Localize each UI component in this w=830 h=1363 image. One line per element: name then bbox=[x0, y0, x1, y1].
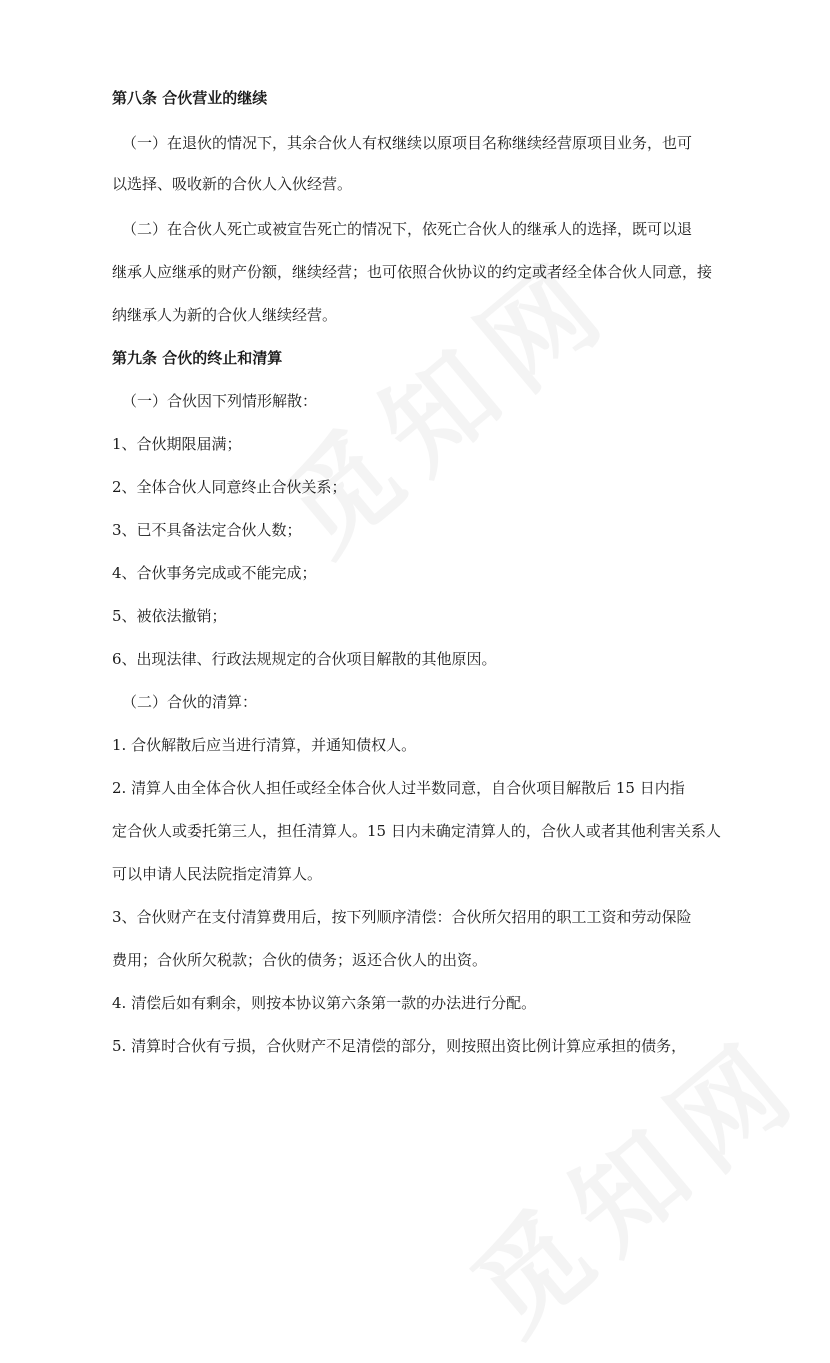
paragraph-line: （二）合伙的清算： bbox=[122, 693, 258, 711]
paragraph-line: （二）在合伙人死亡或被宣告死亡的情况下，依死亡合伙人的继承人的选择，既可以退 bbox=[122, 220, 693, 238]
list-item: 2. 清算人由全体合伙人担任或经全体合伙人过半数同意，自合伙项目解散后 15 日内指 bbox=[112, 779, 685, 797]
paragraph-line: 定合伙人或委托第三人，担任清算人。15 日内未确定清算人的，合伙人或者其他利害关系人 bbox=[112, 822, 721, 840]
list-item: 5. 清算时合伙有亏损，合伙财产不足清偿的部分，则按照出资比例计算应承担的债务， bbox=[112, 1037, 687, 1055]
paragraph-line: 可以申请人民法院指定清算人。 bbox=[112, 865, 323, 883]
list-item: 3、合伙财产在支付清算费用后，按下列顺序清偿：合伙所欠招用的职工工资和劳动保险 bbox=[112, 908, 692, 926]
article-9-heading: 第九条 合伙的终止和清算 bbox=[112, 349, 283, 367]
paragraph-line: 纳继承人为新的合伙人继续经营。 bbox=[112, 306, 338, 324]
list-item: 4. 清偿后如有剩余，则按本协议第六条第一款的办法进行分配。 bbox=[112, 994, 537, 1012]
article-8-heading: 第八条 合伙营业的继续 bbox=[112, 89, 268, 107]
list-item: 1. 合伙解散后应当进行清算，并通知债权人。 bbox=[112, 736, 417, 754]
paragraph-line: 继承人应继承的财产份额，继续经营；也可依照合伙协议的约定或者经全体合伙人同意，接 bbox=[112, 263, 713, 281]
list-item: 3、已不具备法定合伙人数； bbox=[112, 521, 302, 539]
paragraph-line: （一）在退伙的情况下，其余合伙人有权继续以原项目名称继续经营原项目业务，也可 bbox=[122, 134, 693, 152]
list-item: 4、合伙事务完成或不能完成； bbox=[112, 564, 317, 582]
list-item: 1、合伙期限届满； bbox=[112, 435, 242, 453]
paragraph-line: （一）合伙因下列情形解散： bbox=[122, 392, 318, 410]
paragraph-line: 费用；合伙所欠税款；合伙的债务；返还合伙人的出资。 bbox=[112, 951, 488, 969]
list-item: 2、全体合伙人同意终止合伙关系； bbox=[112, 478, 347, 496]
list-item: 5、被依法撤销； bbox=[112, 607, 227, 625]
list-item: 6、出现法律、行政法规规定的合伙项目解散的其他原因。 bbox=[112, 650, 497, 668]
paragraph-line: 以选择、吸收新的合伙人入伙经营。 bbox=[112, 175, 353, 193]
